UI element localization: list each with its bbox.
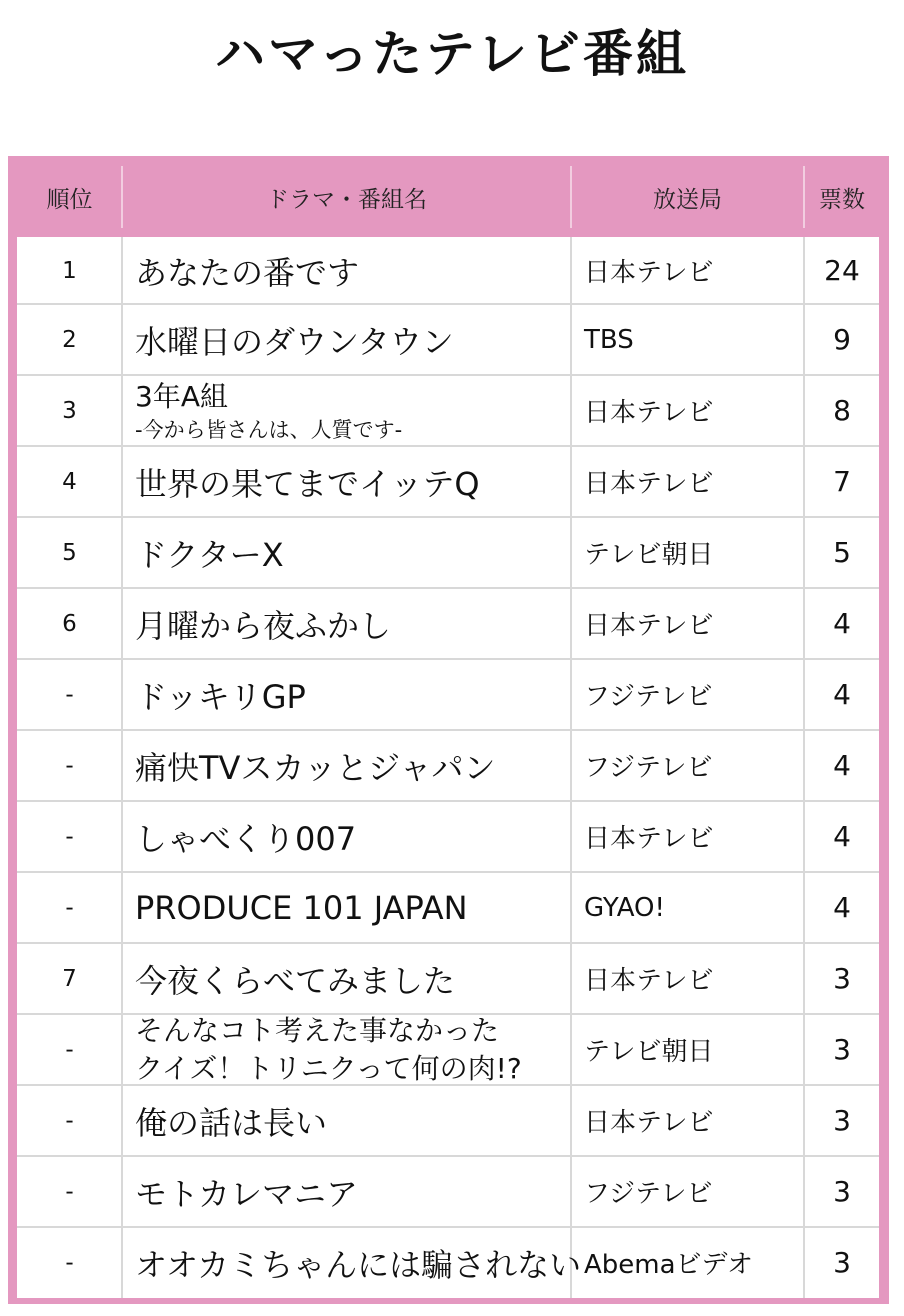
votes-cell: 5 (833, 536, 851, 569)
station-cell: フジテレビ (584, 1179, 713, 1209)
table-row (17, 375, 879, 446)
program-name: モトカレマニア (135, 1174, 359, 1213)
rank-cell: 7 (62, 965, 77, 992)
rank-cell: 2 (62, 326, 77, 353)
votes-cell: 3 (833, 1246, 851, 1279)
header-station: 放送局 (653, 186, 722, 213)
table-row (17, 943, 879, 1014)
rank-cell: - (65, 1036, 74, 1063)
program-name-line1: 3年A組 (135, 379, 228, 413)
header-rank: 順位 (46, 186, 93, 213)
program-name: 今夜くらべてみました (135, 961, 456, 1000)
table-row (17, 517, 879, 588)
votes-cell: 3 (833, 962, 851, 995)
station-cell: 日本テレビ (584, 824, 714, 854)
rank-cell: - (65, 1107, 74, 1134)
program-name-line2: -今から皆さんは、人質です- (135, 417, 403, 442)
program-name: 世界の果てまでイッテQ (135, 464, 480, 503)
rank-cell: - (65, 894, 74, 921)
station-cell: GYAO! (584, 892, 665, 923)
votes-cell: 4 (833, 891, 851, 924)
votes-cell: 4 (833, 749, 851, 782)
rank-cell: - (65, 1249, 74, 1276)
rank-cell: - (65, 681, 74, 708)
program-name: 痛快TVスカッとジャパン (135, 748, 496, 787)
station-cell: 日本テレビ (584, 469, 714, 499)
station-cell: テレビ朝日 (584, 540, 714, 570)
rank-cell: 6 (62, 610, 77, 637)
program-name: しゃべくり007 (135, 819, 357, 858)
program-name: PRODUCE 101 JAPAN (135, 888, 468, 927)
rank-cell: 4 (62, 468, 77, 495)
table-row (17, 1085, 879, 1156)
votes-cell: 4 (833, 607, 851, 640)
station-cell: フジテレビ (584, 753, 713, 783)
station-cell: 日本テレビ (584, 398, 714, 428)
table-row (17, 659, 879, 730)
station-cell: 日本テレビ (584, 611, 714, 641)
table-row (17, 237, 879, 304)
header-votes: 票数 (819, 186, 865, 213)
table-row (17, 801, 879, 872)
program-name: 水曜日のダウンタウン (135, 322, 454, 361)
rank-cell: - (65, 1178, 74, 1205)
votes-cell: 4 (833, 678, 851, 711)
program-name: ドッキリGP (135, 677, 306, 716)
page-title: ハマったテレビ番組 (215, 25, 689, 83)
table-row (17, 588, 879, 659)
votes-cell: 3 (833, 1033, 851, 1066)
votes-cell: 9 (833, 323, 851, 356)
station-cell: テレビ朝日 (584, 1037, 714, 1067)
rank-cell: 3 (62, 397, 77, 424)
votes-cell: 3 (833, 1104, 851, 1137)
table-row (17, 872, 879, 943)
program-name-line2: クイズ！トリニクって何の肉!? (135, 1051, 522, 1085)
station-cell: Abemaビデオ (584, 1250, 754, 1280)
rank-cell: 1 (62, 257, 77, 284)
table-row (17, 730, 879, 801)
program-name: オオカミちゃんには騙されない (135, 1245, 582, 1284)
header-name: ドラマ・番組名 (266, 186, 427, 213)
votes-cell: 7 (833, 465, 851, 498)
votes-cell: 24 (824, 254, 860, 287)
program-name (135, 375, 575, 446)
station-cell: 日本テレビ (584, 1108, 714, 1138)
votes-cell: 3 (833, 1175, 851, 1208)
station-cell: 日本テレビ (584, 966, 714, 996)
table-row (17, 1014, 879, 1085)
program-name: ドクターX (135, 535, 284, 574)
votes-cell: 4 (833, 820, 851, 853)
votes-cell: 8 (833, 394, 851, 427)
program-name (135, 1014, 575, 1085)
program-name: あなたの番です (135, 253, 360, 292)
table-row (17, 446, 879, 517)
station-cell: 日本テレビ (584, 258, 714, 288)
table-row (17, 304, 879, 375)
table-row (17, 1156, 879, 1227)
program-name-line1: そんなコト考えた事なかった (135, 1013, 500, 1047)
rank-cell: - (65, 823, 74, 850)
program-name: 俺の話は長い (135, 1103, 328, 1142)
rank-cell: 5 (62, 539, 77, 566)
station-cell: TBS (584, 324, 634, 355)
program-name: 月曜から夜ふかし (135, 606, 392, 645)
table-row (17, 1227, 879, 1298)
station-cell: フジテレビ (584, 682, 713, 712)
rank-cell: - (65, 752, 74, 779)
